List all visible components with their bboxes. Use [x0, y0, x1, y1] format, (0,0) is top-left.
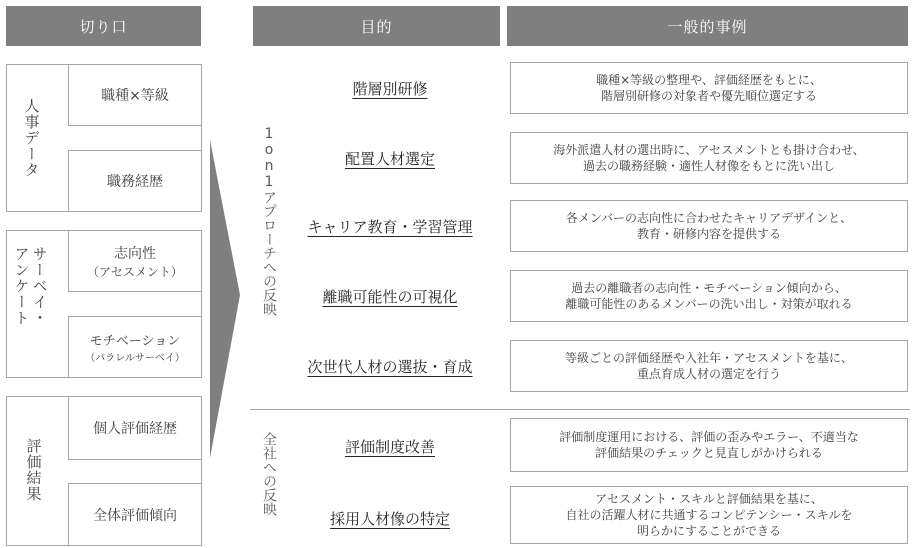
example-box: [510, 418, 908, 472]
example-line: 自社の活躍人材に共通するコンピテンシー・スキルを: [565, 508, 853, 522]
example-line: 海外派遣人材の選出時に、アセスメントとも掛け合わせ、: [553, 143, 865, 157]
purpose-label: 評価制度改善: [344, 437, 435, 456]
side-label-1on1: 1on1アプローチへの反映: [261, 126, 277, 316]
flow-arrow: [210, 140, 242, 460]
example-box: [510, 270, 908, 322]
entry-item-individual-eval: [68, 396, 202, 460]
entry-item-main: 職種×等級: [101, 88, 169, 104]
group-label-survey-col1: サーベイ・: [30, 246, 49, 326]
header-purpose: 目的: [253, 6, 500, 46]
example-line: 職種×等級の整理や、評価経歴をもとに、: [596, 73, 822, 87]
example-line: 重点育成人材の選定を行う: [636, 367, 781, 381]
entry-item-main: 志向性: [114, 245, 156, 262]
example-box: [510, 340, 908, 392]
purpose-label: 採用人材像の特定: [329, 509, 450, 528]
example-box: [510, 132, 908, 184]
group-label-survey-col2: アンケート: [12, 246, 31, 326]
example-line: 教育・研修内容を提供する: [636, 227, 781, 241]
example-line: 明らかにすることができる: [636, 524, 781, 538]
entry-item-job-history: [68, 150, 202, 212]
entry-item-orientation: [68, 230, 202, 292]
group-label-hr-data: 人事データ: [22, 98, 41, 178]
purpose-label: 次世代人材の選抜・育成: [307, 357, 473, 376]
example-line: 離職可能性のあるメンバーの洗い出し・対策が取れる: [565, 297, 853, 311]
example-line: 評価制度運用における、評価の歪みやエラー、不適当な: [559, 430, 859, 444]
example-box: [510, 62, 908, 114]
example-line: 各メンバーの志向性に合わせたキャリアデザインと、: [565, 211, 853, 225]
example-line: 階層別研修の対象者や優先順位選定する: [600, 89, 817, 103]
example-line: 過去の離職者の志向性・モチベーション傾向から、: [571, 281, 847, 295]
example-line: 過去の職務経験・適性人材像をもとに洗い出し: [582, 159, 835, 173]
entry-item-sub: （アセスメント）: [87, 264, 183, 279]
example-box: [510, 486, 908, 544]
purpose-label: キャリア教育・学習管理: [307, 217, 473, 236]
entry-item-main: 職務経歴: [107, 174, 163, 190]
purpose-label: 離職可能性の可視化: [322, 287, 458, 306]
entry-item-main: モチベーション: [89, 334, 181, 349]
entry-item-main: 個人評価経歴: [93, 421, 177, 437]
example-box: [510, 200, 908, 252]
example-line: アセスメント・スキルと評価結果を基に、: [595, 492, 823, 506]
purpose-label: 配置人材選定: [344, 149, 435, 168]
header-examples: 一般的事例: [507, 6, 908, 46]
entry-item-job-grade: [68, 64, 202, 126]
example-line: 等級ごとの評価経歴や入社年・アセスメントを基に、: [565, 351, 853, 365]
group-label-evaluation: 評価結果: [24, 438, 43, 502]
side-label-company: 全社への反映: [261, 432, 277, 516]
entry-item-motivation: [68, 316, 202, 378]
header-entry: 切り口: [6, 6, 201, 46]
entry-item-main: 全体評価傾向: [93, 507, 177, 524]
purpose-label: 階層別研修: [352, 79, 428, 98]
entry-item-overall-eval: [68, 483, 202, 546]
section-divider: [250, 409, 910, 410]
entry-item-sub: （パラレルサーベイ）: [85, 353, 185, 364]
example-line: 評価結果のチェックと見直しがかけられる: [595, 446, 823, 460]
